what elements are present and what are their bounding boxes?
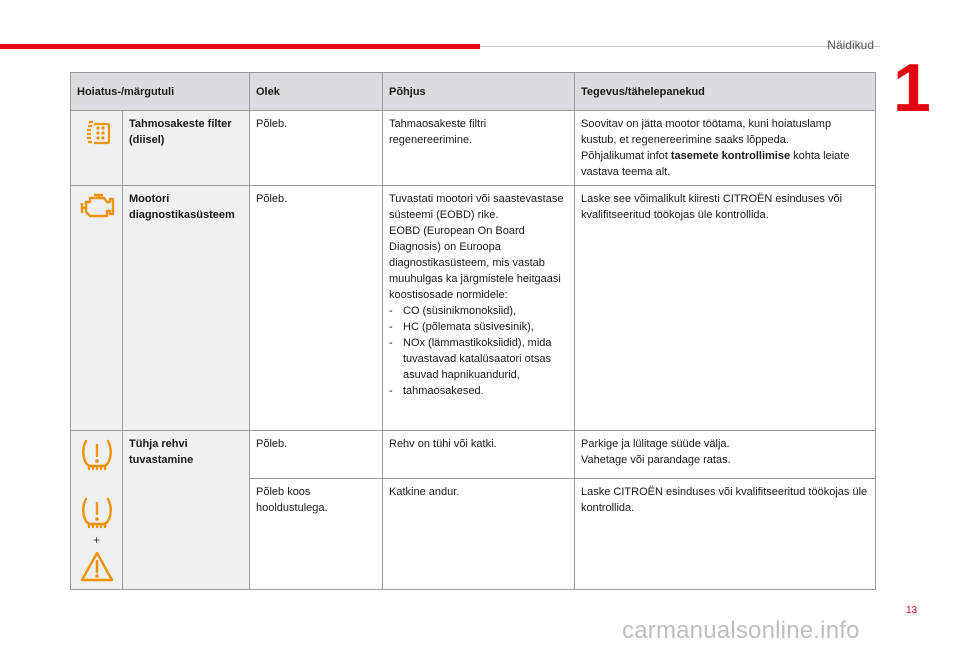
column-header-lamp: Hoiatus-/märgutuli xyxy=(71,73,250,111)
column-header-action: Tegevus/tähelepanekud xyxy=(575,73,876,111)
row-icon-cell xyxy=(71,111,123,186)
cause-text: EOBD (European On Board Diagnosis) on Euroopa diagnostikasüsteem, mis vastab muuhulgas ka järgmistele heitgaasi koostisosade normidele: xyxy=(389,225,561,301)
warning-lights-table xyxy=(70,72,876,590)
table-row xyxy=(71,431,876,479)
warning-triangle-icon xyxy=(79,550,115,584)
action-text: Parkige ja lülitage süüde välja. xyxy=(581,438,730,450)
tyre-pressure-icon xyxy=(79,494,115,530)
lamp-action: Laske CITROËN esinduses või kvalifitseeritud töökojas üle kontrollida. xyxy=(575,478,876,589)
list-item: - CO (süsinikmonoksiid), xyxy=(389,303,568,319)
chapter-number: 1 xyxy=(893,50,931,126)
lamp-cause: Katkine andur. xyxy=(383,478,575,589)
section-title: Näidikud xyxy=(827,38,874,52)
row-icon-cell xyxy=(71,186,123,431)
lamp-state: Põleb. xyxy=(250,431,383,479)
lamp-action xyxy=(575,111,876,186)
lamp-state: Põleb. xyxy=(250,111,383,186)
action-text: Põhjalikumat infot xyxy=(581,150,668,162)
lamp-state: Põleb koos hooldustulega. xyxy=(250,478,383,589)
lamp-cause: Tahmaosakeste filtri regenereerimine. xyxy=(383,111,575,186)
lamp-name: Mootori diagnostikasüsteem xyxy=(123,186,250,431)
page-number: 13 xyxy=(906,605,918,616)
table-row xyxy=(71,111,876,186)
list-item: - HC (põlemata süsivesinik), xyxy=(389,319,568,335)
cause-text: Tuvastati mootori või saastevastase süsteemi (EOBD) rike. xyxy=(389,193,564,221)
list-item: - NOx (lämmastikoksiidid), mida tuvastavad katalüsaatori otsas asuvad hapnikuandurid, xyxy=(389,335,568,383)
action-text: kohta leiate vastava teema alt. xyxy=(581,150,850,178)
action-text: Vahetage või parandage ratas. xyxy=(581,454,731,466)
emission-list xyxy=(389,303,568,399)
header-accent-bar xyxy=(0,44,480,49)
table-row xyxy=(71,186,876,431)
engine-diagnostic-icon xyxy=(79,191,115,221)
watermark: carmanualsonline.info xyxy=(622,617,860,644)
lamp-action xyxy=(575,431,876,479)
column-header-cause: Põhjus xyxy=(383,73,575,111)
list-item: - tahmaosakesed. xyxy=(389,383,568,399)
particle-filter-icon xyxy=(80,116,114,150)
header-rule xyxy=(480,46,880,47)
lamp-cause: Rehv on tühi või katki. xyxy=(383,431,575,479)
action-text: Soovitav on jätta mootor töötama, kuni hoiatuslamp kustub, et regenereerimine saaks lõppeda. xyxy=(581,118,832,146)
lamp-action: Laske see võimalikult kiiresti CITROËN esinduses või kvalifitseeritud töökojas üle kontrollida. xyxy=(575,186,876,431)
plus-sign: + xyxy=(92,533,100,547)
lamp-cause xyxy=(383,186,575,431)
table-header-row xyxy=(71,73,876,111)
tyre-pressure-icon xyxy=(79,436,115,472)
lamp-name: Tahmosakeste filter (diisel) xyxy=(123,111,250,186)
lamp-state: Põleb. xyxy=(250,186,383,431)
lamp-name: Tühja rehvi tuvastamine xyxy=(123,431,250,590)
column-header-state: Olek xyxy=(250,73,383,111)
row-icon-cell xyxy=(71,431,123,590)
action-emphasis: tasemete kontrollimise xyxy=(670,150,791,162)
